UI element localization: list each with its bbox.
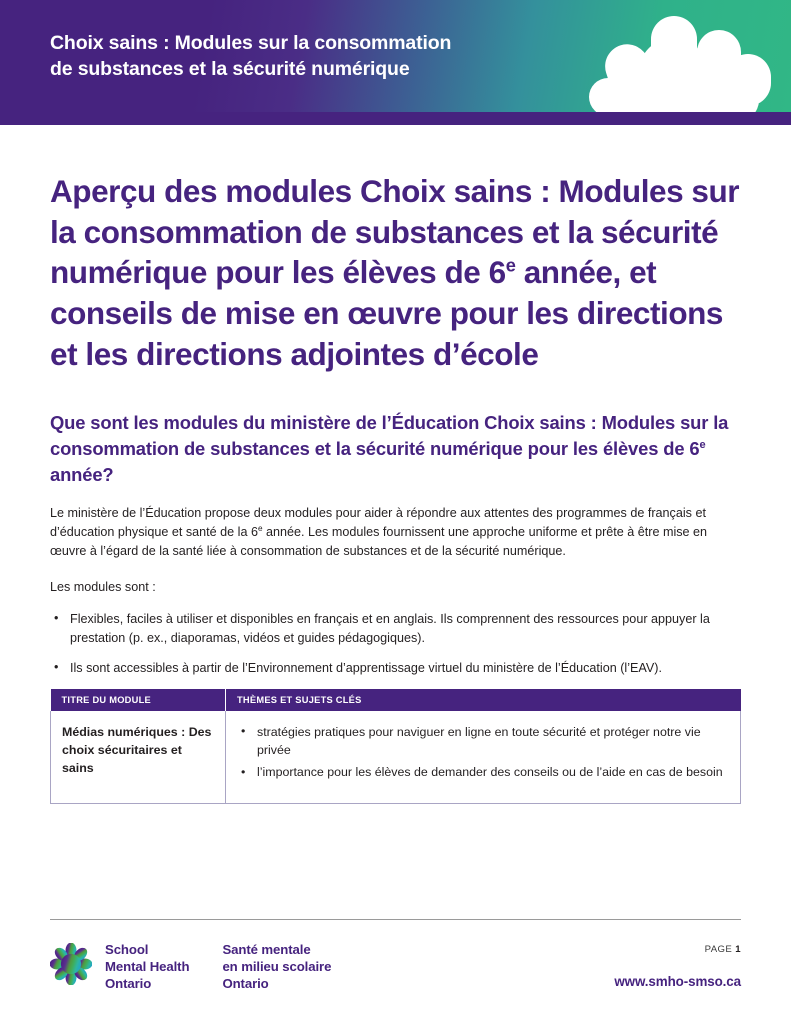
website-url[interactable]: www.smho-smso.ca [614,974,741,989]
section-heading-ordinal: e [699,438,706,451]
footer-right-block [614,942,741,989]
list-item: • Ils sont accessibles à partir de l’Environnement d’apprentissage virtuel du ministère de l’Éducation (l’EAV). [50,659,741,678]
page-number-prefix: PAGE [704,944,736,955]
section-heading-part-2: année? [50,464,114,485]
org-name-fr-line-3: Ontario [222,975,269,991]
modules-lead-in: Les modules sont : [50,580,156,595]
list-item: • Flexibles, faciles à utiliser et disponibles en français et en anglais. Ils comprennent des ressources pour appuyer la prestation (p. ex., diaporamas, vidéos et guides pédagogiques). [50,610,741,648]
modules-table-body [51,711,741,804]
org-name-fr-line-2: en milieu scolaire [222,958,332,974]
header-accent-bar [0,112,791,125]
page-title-part-2: année, et conseils de mise en œuvre pour les directions et les directions adjointes d’école [50,254,723,372]
table-row [51,711,741,804]
section-heading-part-1: Que sont les modules du ministère de l’Éducation Choix sains : Modules sur la consommation de substances et la sécurité numérique pour les élèves de 6 [50,412,729,460]
table-cell-module-title: Médias numériques : Des choix sécuritaires et sains [51,711,226,804]
header-title-line-1: Choix sains : Modules sur la consommation [50,32,452,54]
page-number-label [614,944,741,955]
intro-paragraph-ordinal: e [257,523,263,533]
page-content [0,171,791,804]
list-item: • l’importance pour les élèves de demander des conseils ou de l’aide en cas de besoin [226,763,726,781]
header-title-line-2: de substances et la sécurité numérique [50,57,410,80]
topics-list [226,723,726,781]
intro-paragraph-part-1: Le ministère de l’Éducation propose deux modules pour aider à répondre aux attentes des programmes de français et d’éducation physique et santé de la 6 [50,505,706,540]
page-footer [0,919,791,1024]
page-title-part-1: Aperçu des modules Choix sains : Modules sur la consommation de substances et la sécurité numérique pour les élèves de 6 [50,173,740,291]
org-name-en-line-1: School [105,942,149,957]
org-name-en-line-2: Mental Health [105,958,190,974]
table-header-topics: THÈMES ET SUJETS CLÉS [226,689,741,711]
page-title-ordinal: e [505,254,516,276]
table-cell-topics [226,711,741,804]
org-name-en-line-3: Ontario [105,975,152,991]
footer-divider [50,919,741,920]
page-title [50,171,741,374]
intro-paragraph [50,504,741,561]
modules-table [50,689,741,804]
org-name-en [105,942,189,993]
modules-feature-list [50,610,741,678]
page-number-value: 1 [735,944,741,955]
smho-flower-logo-icon [50,943,92,985]
header-title [50,31,570,83]
table-header-module-title: TITRE DU MODULE [51,689,226,711]
footer-inner [50,942,741,1024]
flower-icon [581,14,777,112]
org-name-fr [222,942,331,993]
org-name-fr-line-1: Santé mentale [222,942,311,957]
table-header-row [51,689,741,711]
modules-table-head [51,689,741,711]
page-header-banner [0,0,791,112]
list-item: • stratégies pratiques pour naviguer en ligne en toute sécurité et protéger notre vie privée [226,723,726,759]
section-heading [50,410,741,488]
intro-paragraph-part-2: année. Les modules fournissent une approche uniforme et prête à être mise en œuvre à l’égard de la santé liée à consommation de substances et de la sécurité numérique. [50,525,708,559]
